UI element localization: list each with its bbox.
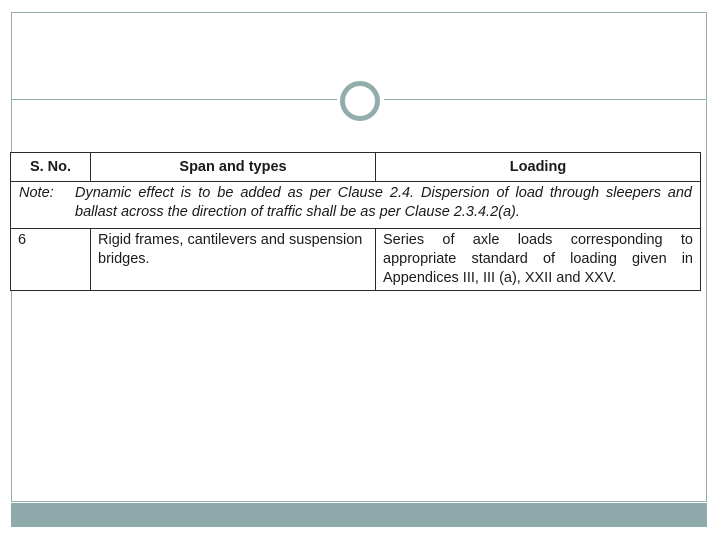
loading-table xyxy=(10,152,701,291)
cell-span-types: Rigid frames, cantilevers and suspension bridges. xyxy=(91,229,376,291)
header-s-no: S. No. xyxy=(11,153,91,182)
table-note-row xyxy=(11,182,701,229)
note-label: Note: xyxy=(19,185,54,201)
cell-loading: Series of axle loads corresponding to appropriate standard of loading given in Appendices III, III (a), XXII and XXV. xyxy=(376,229,701,291)
note-cell xyxy=(11,182,701,229)
divider-line-right xyxy=(384,99,707,100)
cell-s-no: 6 xyxy=(11,229,91,291)
circle-ornament-icon xyxy=(340,81,380,121)
table-row xyxy=(11,229,701,291)
header-loading: Loading xyxy=(376,153,701,182)
note-text: Dynamic effect is to be added as per Clause 2.4. Dispersion of load through sleepers and ballast across the direction of traffic shall be as per Clause 2.3.4.2(a). xyxy=(75,185,692,220)
header-span-types: Span and types xyxy=(91,153,376,182)
divider-line-left xyxy=(11,99,337,100)
footer-bar xyxy=(11,503,707,527)
table-header-row xyxy=(11,153,701,182)
